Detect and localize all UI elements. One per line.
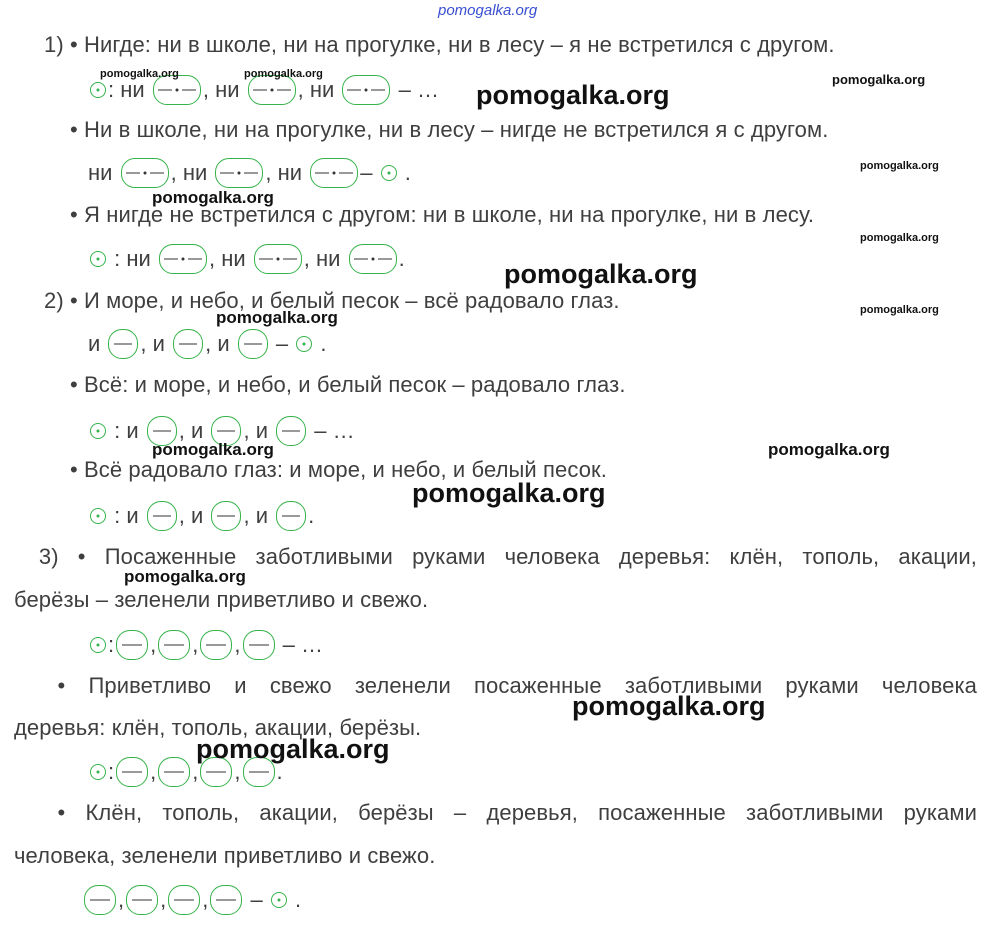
scheme-dash: – — [398, 77, 411, 102]
scheme-3-1 — [88, 630, 323, 660]
section-3-sentence-3-text: • Клён, тополь, акации, берёзы – деревья, посаженные заботливыми руками — [57, 800, 977, 825]
scheme-period: . — [308, 503, 315, 528]
watermark: pomogalka.org — [100, 68, 179, 80]
section-1-sentence-1-text: • Нигде: ни в школе, ни на прогулке, ни в лесу – я не встретился с другом. — [69, 32, 835, 57]
scheme-i: и — [255, 418, 269, 443]
scheme-ni: ни — [182, 160, 208, 185]
homogeneous-adverbial-icon — [121, 158, 169, 188]
watermark: pomogalka.org — [504, 259, 698, 289]
homogeneous-subject-icon — [116, 630, 148, 660]
generalizing-word-icon — [381, 165, 397, 181]
scheme-comma: , — [160, 887, 167, 912]
scheme-period: . — [295, 887, 302, 912]
scheme-comma: , — [243, 503, 250, 528]
section-2-sentence-2 — [70, 372, 626, 398]
homogeneous-subject-icon — [158, 757, 190, 787]
section-1-sentence-2-text: • Ни в школе, ни на прогулке, ни в лесу – нигде не встретился я с другом. — [70, 117, 829, 142]
homogeneous-adverbial-icon — [342, 75, 390, 105]
homogeneous-adverbial-icon — [349, 244, 397, 274]
watermark: pomogalka.org — [244, 68, 323, 80]
section-1-sentence-2 — [70, 117, 828, 143]
section-3-sentence-2-line-1 — [14, 673, 977, 699]
generalizing-word-icon — [90, 508, 106, 524]
homogeneous-adverbial-icon — [254, 244, 302, 274]
section-3-sentence-3-cont: человека, зеленели приветливо и свежо. — [14, 843, 436, 868]
scheme-comma: , — [243, 418, 250, 443]
generalizing-word-icon — [296, 336, 312, 352]
watermark: pomogalka.org — [768, 440, 890, 459]
header-site-link[interactable]: pomogalka.org — [438, 2, 538, 19]
scheme-ni: ни — [126, 246, 151, 271]
scheme-comma: , — [178, 418, 185, 443]
watermark: pomogalka.org — [860, 232, 939, 244]
homogeneous-subject-icon — [276, 501, 306, 531]
scheme-comma: , — [170, 160, 177, 185]
watermark: pomogalka.org — [152, 440, 274, 459]
scheme-dash: – — [360, 160, 373, 185]
generalizing-word-icon — [90, 637, 106, 653]
scheme-ni: ни — [221, 246, 246, 271]
section-1-number: 1) — [44, 32, 64, 57]
scheme-ni: ни — [309, 77, 335, 102]
scheme-1-3 — [88, 244, 405, 274]
scheme-comma: , — [150, 632, 157, 657]
scheme-comma: , — [192, 632, 199, 657]
homogeneous-subject-icon — [84, 885, 116, 915]
section-3-sentence-1-line-2 — [14, 587, 428, 613]
section-1-sentence-1 — [44, 32, 835, 58]
scheme-ellipsis: … — [332, 418, 355, 443]
scheme-comma: , — [297, 77, 304, 102]
scheme-colon: : — [108, 77, 115, 102]
scheme-ni: ни — [120, 77, 145, 102]
scheme-i: и — [126, 503, 139, 528]
scheme-2-3 — [88, 501, 314, 531]
scheme-comma: , — [178, 503, 185, 528]
scheme-i: и — [126, 418, 139, 443]
section-1-sentence-3-text: • Я нигде не встретился с другом: ни в школе, ни на прогулке, ни в лесу. — [70, 202, 815, 227]
scheme-comma: , — [205, 331, 212, 356]
scheme-comma: , — [234, 632, 241, 657]
section-3-sentence-3-line-2 — [14, 843, 435, 869]
homogeneous-adverbial-icon — [215, 158, 263, 188]
scheme-comma: , — [234, 759, 241, 784]
watermark: pomogalka.org — [152, 188, 274, 207]
scheme-ni: ни — [316, 246, 341, 271]
scheme-comma: , — [202, 77, 209, 102]
scheme-colon: : — [114, 503, 121, 528]
watermark: pomogalka.org — [196, 734, 390, 764]
watermark: pomogalka.org — [476, 80, 670, 110]
scheme-i: и — [255, 503, 269, 528]
homogeneous-subject-icon — [126, 885, 158, 915]
homogeneous-subject-icon — [210, 885, 242, 915]
scheme-dash: – — [275, 331, 289, 356]
scheme-colon: : — [108, 759, 115, 784]
section-3-number: 3) — [38, 544, 59, 569]
homogeneous-subject-icon — [238, 329, 268, 359]
watermark: pomogalka.org — [216, 308, 338, 327]
scheme-colon: : — [114, 246, 121, 271]
scheme-i: и — [217, 331, 230, 356]
scheme-period: . — [276, 759, 283, 784]
watermark: pomogalka.org — [124, 567, 246, 586]
scheme-comma: , — [202, 887, 209, 912]
watermark: pomogalka.org — [860, 304, 939, 316]
section-2-sentence-2-text: • Всё: и море, и небо, и белый песок – радовало глаз. — [70, 372, 626, 397]
scheme-ni: ни — [277, 160, 303, 185]
section-3-sentence-3-line-1 — [14, 800, 977, 826]
scheme-ni: ни — [88, 160, 113, 185]
section-2-sentence-1-text: • И море, и небо, и белый песок – всё радовало глаз. — [69, 288, 620, 313]
section-3-sentence-2-text: • Приветливо и свежо зеленели посаженные заботливыми руками человека — [57, 673, 977, 698]
generalizing-word-icon — [90, 764, 106, 780]
scheme-1-2 — [88, 158, 411, 188]
generalizing-word-icon — [90, 251, 106, 267]
watermark: pomogalka.org — [572, 691, 766, 721]
scheme-3-3 — [82, 885, 301, 915]
scheme-period: . — [404, 160, 411, 185]
scheme-comma: , — [265, 160, 272, 185]
scheme-colon: : — [114, 418, 121, 443]
scheme-comma: , — [303, 246, 310, 271]
scheme-i: и — [152, 331, 165, 356]
homogeneous-subject-icon — [108, 329, 138, 359]
homogeneous-subject-icon — [173, 329, 203, 359]
section-3-sentence-2-cont: деревья: клён, тополь, акации, берёзы. — [14, 715, 422, 740]
generalizing-word-icon — [90, 423, 106, 439]
scheme-period: . — [398, 246, 405, 271]
scheme-i: и — [88, 331, 101, 356]
scheme-comma: , — [192, 759, 199, 784]
homogeneous-subject-icon — [200, 630, 232, 660]
scheme-2-1 — [88, 329, 327, 359]
section-3-sentence-1-cont: берёзы – зеленели приветливо и свежо. — [14, 587, 429, 612]
watermark: pomogalka.org — [860, 160, 939, 172]
scheme-i: и — [191, 418, 204, 443]
homogeneous-subject-icon — [116, 757, 148, 787]
watermark: pomogalka.org — [412, 478, 606, 508]
section-2-sentence-3-text: • Всё радовало глаз: и море, и небо, и белый песок. — [70, 457, 607, 482]
scheme-comma: , — [140, 331, 147, 356]
scheme-ni: ни — [215, 77, 240, 102]
scheme-colon: : — [108, 632, 115, 657]
homogeneous-subject-icon — [243, 630, 275, 660]
scheme-ellipsis: … — [416, 77, 439, 102]
section-3-sentence-1-text: • Посаженные заботливыми руками человека деревья: клён, тополь, акации, — [77, 544, 977, 569]
generalizing-word-icon — [90, 82, 106, 98]
homogeneous-subject-icon — [276, 416, 306, 446]
scheme-comma: , — [150, 759, 157, 784]
scheme-dash: – — [314, 418, 327, 443]
scheme-ellipsis: … — [301, 632, 323, 657]
homogeneous-adverbial-icon — [310, 158, 358, 188]
watermark: pomogalka.org — [832, 72, 926, 87]
scheme-i: и — [191, 503, 204, 528]
homogeneous-subject-icon — [147, 501, 177, 531]
homogeneous-subject-icon — [158, 630, 190, 660]
scheme-period: . — [320, 331, 327, 356]
generalizing-word-icon — [271, 892, 287, 908]
section-2-number: 2) — [44, 288, 64, 313]
homogeneous-subject-icon — [168, 885, 200, 915]
scheme-dash: – — [282, 632, 295, 657]
scheme-dash: – — [250, 887, 263, 912]
homogeneous-adverbial-icon — [159, 244, 207, 274]
homogeneous-subject-icon — [211, 501, 241, 531]
scheme-comma: , — [208, 246, 216, 271]
scheme-comma: , — [118, 887, 125, 912]
